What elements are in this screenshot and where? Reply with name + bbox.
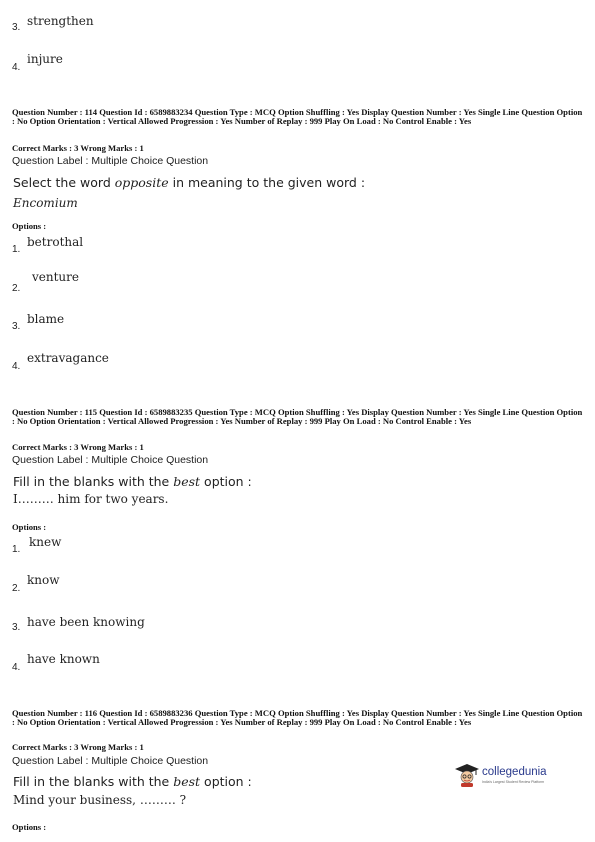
question-sentence: I……… him for two years. — [13, 492, 169, 506]
question-text-pre: Fill in the blanks with the — [13, 774, 174, 789]
question-marks: Correct Marks : 3 Wrong Marks : 1 — [12, 143, 144, 153]
question-meta: Question Number : 115 Question Id : 6589883235 Question Type : MCQ Option Shuffling : Yes Display Question Number : Yes Single Line Question Option : No Option Orientation : Vertical Allowed Progression : Yes Number of Replay : 999 Play On Load : No Control Enable : Yes — [12, 407, 583, 426]
option-1-number: 1. — [12, 544, 21, 555]
option-3-text[interactable]: have been knowing — [27, 615, 145, 629]
question-label: Question Label : Multiple Choice Question — [12, 454, 209, 466]
question-word: Encomium — [13, 196, 78, 210]
option-3-number: 3. — [12, 321, 21, 332]
question-label: Question Label : Multiple Choice Question — [12, 755, 209, 767]
question-meta: Question Number : 116 Question Id : 6589883236 Question Type : MCQ Option Shuffling : Yes Display Question Number : Yes Single Line Question Option : No Option Orientation : Vertical Allowed Progression : Yes Number of Replay : 999 Play On Load : No Control Enable : Yes — [12, 708, 583, 727]
question-text-emphasis: best — [173, 474, 201, 489]
option-3-number: 3. — [12, 622, 21, 633]
question-marks: Correct Marks : 3 Wrong Marks : 1 — [12, 742, 144, 752]
question-label: Question Label : Multiple Choice Question — [12, 155, 209, 167]
option-1-text[interactable]: knew — [29, 535, 62, 549]
brand-tagline: India's Largest Student Review Platform — [482, 780, 545, 784]
option-4-number: 4. — [12, 662, 21, 673]
prev-option-3-number: 3. — [12, 22, 21, 33]
options-heading: Options : — [12, 522, 47, 532]
question-text-emphasis: opposite — [114, 175, 169, 190]
option-2-number: 2. — [12, 583, 21, 594]
prev-option-4-text: injure — [27, 52, 63, 66]
question-text-post: option : — [200, 474, 252, 489]
student-mascot-icon — [454, 763, 480, 787]
option-2-number: 2. — [12, 283, 21, 294]
prev-option-3-text: strengthen — [27, 14, 94, 28]
option-1-number: 1. — [12, 244, 21, 255]
question-text — [13, 175, 365, 190]
question-marks: Correct Marks : 3 Wrong Marks : 1 — [12, 442, 144, 452]
option-3-text[interactable]: blame — [27, 312, 65, 326]
question-meta: Question Number : 114 Question Id : 6589883234 Question Type : MCQ Option Shuffling : Yes Display Question Number : Yes Single Line Question Option : No Option Orientation : Vertical Allowed Progression : Yes Number of Replay : 999 Play On Load : No Control Enable : Yes — [12, 107, 583, 126]
options-heading: Options : — [12, 822, 47, 832]
question-text-emphasis: best — [173, 774, 201, 789]
brand-name: collegedunia — [482, 766, 547, 778]
option-4-text[interactable]: extravagance — [27, 351, 109, 365]
question-sentence: Mind your business, ……… ? — [13, 793, 187, 807]
option-1-text[interactable]: betrothal — [27, 235, 84, 249]
option-4-text[interactable]: have known — [27, 652, 100, 666]
question-text-pre: Fill in the blanks with the — [13, 474, 174, 489]
option-4-number: 4. — [12, 361, 21, 372]
option-2-text[interactable]: know — [27, 573, 60, 587]
options-heading: Options : — [12, 221, 47, 231]
question-text — [13, 774, 252, 789]
collegedunia-watermark — [452, 761, 562, 789]
question-text-pre: Select the word — [13, 175, 115, 190]
question-text-post: option : — [200, 774, 252, 789]
question-text — [13, 474, 252, 489]
option-2-text[interactable]: venture — [32, 270, 79, 284]
prev-option-4-number: 4. — [12, 62, 21, 73]
question-text-post: in meaning to the given word : — [168, 175, 366, 190]
